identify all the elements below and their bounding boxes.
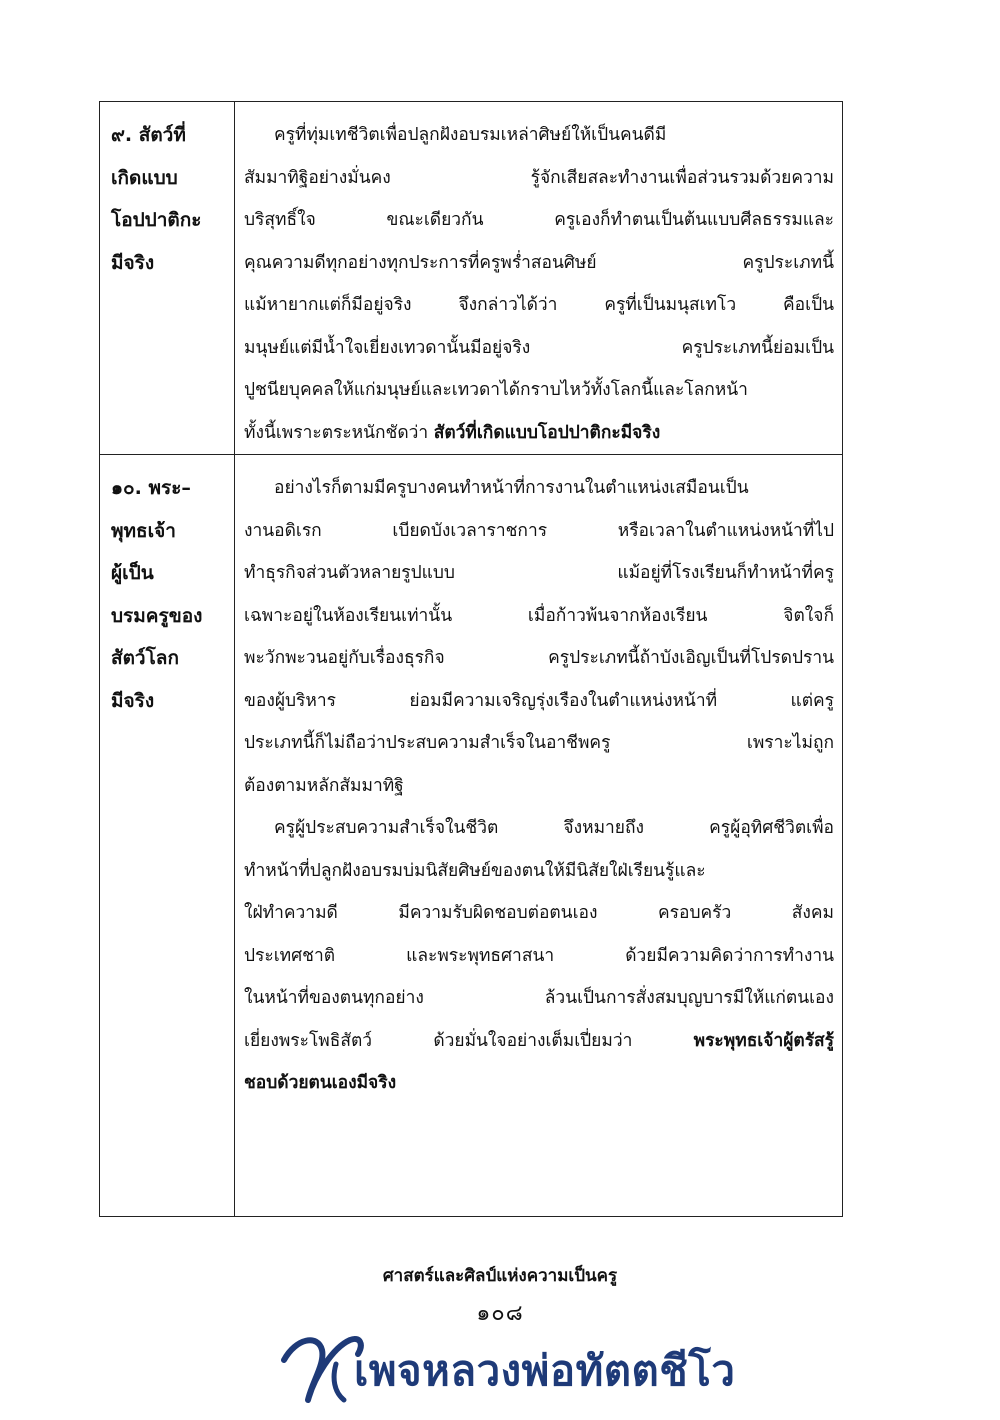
body-line: ต้องตามหลักสัมมาทิฐิ xyxy=(244,775,404,796)
body-line: ประเภทนี้ก็ไม่ถือว่าประสบความสำเร็จในอาชีพครู เพราะไม่ถูก xyxy=(244,733,834,753)
body-line xyxy=(244,1062,834,1105)
body-line: ครูที่ทุ่มเทชีวิตเพื่อปลูกฝังอบรมเหล่าศิษย์ให้เป็นคนดีมี xyxy=(274,125,667,145)
body-line: ปูชนียบุคคลให้แก่มนุษย์และเทวดาได้กราบไหว้ทั้งโลกนี้และโลกหน้า xyxy=(244,380,748,400)
body-line: อย่างไรก็ตามมีครูบางคนทำหน้าที่การงานในตำแหน่งเสมือนเป็น xyxy=(274,478,749,498)
body-line: ประเทศชาติ และพระพุทธศาสนา ด้วยมีความคิดว่าการทำงาน xyxy=(244,945,834,966)
book-title: ศาสตร์และศิลป์แห่งความเป็นครู xyxy=(382,1266,618,1286)
body-line: แม้หายากแต่ก็มีอยู่จริง จึงกล่าวได้ว่า ครูที่เป็นมนุสเทโว คือเป็น xyxy=(244,295,834,315)
content-table xyxy=(99,101,843,1217)
body-line: คุณความดีทุกอย่างทุกประการที่ครูพร่ำสอนศิษย์ ครูประเภทนี้ xyxy=(244,252,834,273)
emphasis-text: สัตว์ที่เกิดแบบโอปปาติกะมีจริง xyxy=(433,422,661,443)
topic-line: ๙. สัตว์ที่ xyxy=(111,124,186,146)
body-text: เยี่ยงพระโพธิสัตว์ ด้วยมั่นใจอย่างเต็มเปี่ยมว่า xyxy=(244,1030,694,1051)
topic-line: โอปปาติกะ xyxy=(111,209,202,231)
emphasis-text: พระพุทธเจ้าผู้ตรัสรู้ xyxy=(693,1030,834,1051)
body-line: ในหน้าที่ของตนทุกอย่าง ล้วนเป็นการสั่งสมบุญบารมีให้แก่ตนเอง xyxy=(244,988,834,1008)
body-line: งานอดิเรก เบียดบังเวลาราชการ หรือเวลาในตำแหน่งหน้าที่ไป xyxy=(244,520,834,541)
body-line: เฉพาะอยู่ในห้องเรียนเท่านั้น เมื่อก้าวพ้นจากห้องเรียน จิตใจก็ xyxy=(244,605,834,626)
topic-cell xyxy=(100,455,235,1217)
topic-line: เกิดแบบ xyxy=(111,166,178,189)
topic-line: ผู้เป็น xyxy=(111,562,154,584)
body-cell xyxy=(235,455,843,1217)
emphasis-text: ชอบด้วยตนเองมีจริง xyxy=(244,1073,397,1093)
body-cell xyxy=(235,102,843,455)
topic-line: พุทธเจ้า xyxy=(111,519,176,542)
topic-line: มีจริง xyxy=(111,251,155,274)
body-line: พะวักพะวนอยู่กับเรื่องธุรกิจ ครูประเภทนี้ถ้าบังเอิญเป็นที่โปรดปราน xyxy=(244,648,834,668)
body-line xyxy=(244,1020,834,1063)
topic-line: มีจริง xyxy=(111,689,155,712)
body-line: บริสุทธิ์ใจ ขณะเดียวกัน ครูเองก็ทำตนเป็นต้นแบบศีลธรรมและ xyxy=(244,210,834,230)
page-number: ๑๐๘ xyxy=(476,1301,524,1326)
brand-text: เพจหลวงพ่อทัตตชีโว xyxy=(354,1346,736,1395)
body-line: ทำธุรกิจส่วนตัวหลายรูปแบบ แม้อยู่ที่โรงเรียนก็ทำหน้าที่ครู xyxy=(244,563,834,583)
topic-line: บรมครูของ xyxy=(111,604,203,627)
table-row xyxy=(100,102,843,455)
topic-line: สัตว์โลก xyxy=(111,647,179,669)
body-line xyxy=(244,412,834,455)
body-line: มนุษย์แต่มีน้ำใจเยี่ยงเทวดานั้นมีอยู่จริง ครูประเภทนี้ย่อมเป็น xyxy=(244,337,834,358)
topic-cell xyxy=(100,102,235,455)
topic-line: ๑๐. พระ– xyxy=(111,477,191,499)
body-line: ของผู้บริหาร ย่อมมีความเจริญรุ่งเรืองในตำแหน่งหน้าที่ แต่ครู xyxy=(244,690,834,711)
body-line: ทำหน้าที่ปลูกฝังอบรมบ่มนิสัยศิษย์ของตนให้มีนิสัยใฝ่เรียนรู้และ xyxy=(244,860,706,881)
body-line: ครูผู้ประสบความสำเร็จในชีวิต จึงหมายถึง ครูผู้อุทิศชีวิตเพื่อ xyxy=(274,818,834,838)
table-row xyxy=(100,455,843,1217)
body-line: ใฝ่ทำความดี มีความรับผิดชอบต่อตนเอง ครอบครัว สังคม xyxy=(244,903,834,923)
brand-logo xyxy=(278,1330,738,1406)
body-line: สัมมาทิฐิอย่างมั่นคง รู้จักเสียสละทำงานเพื่อส่วนรวมด้วยความ xyxy=(244,167,834,188)
body-text: ทั้งนี้เพราะตระหนักชัดว่า xyxy=(244,422,434,443)
